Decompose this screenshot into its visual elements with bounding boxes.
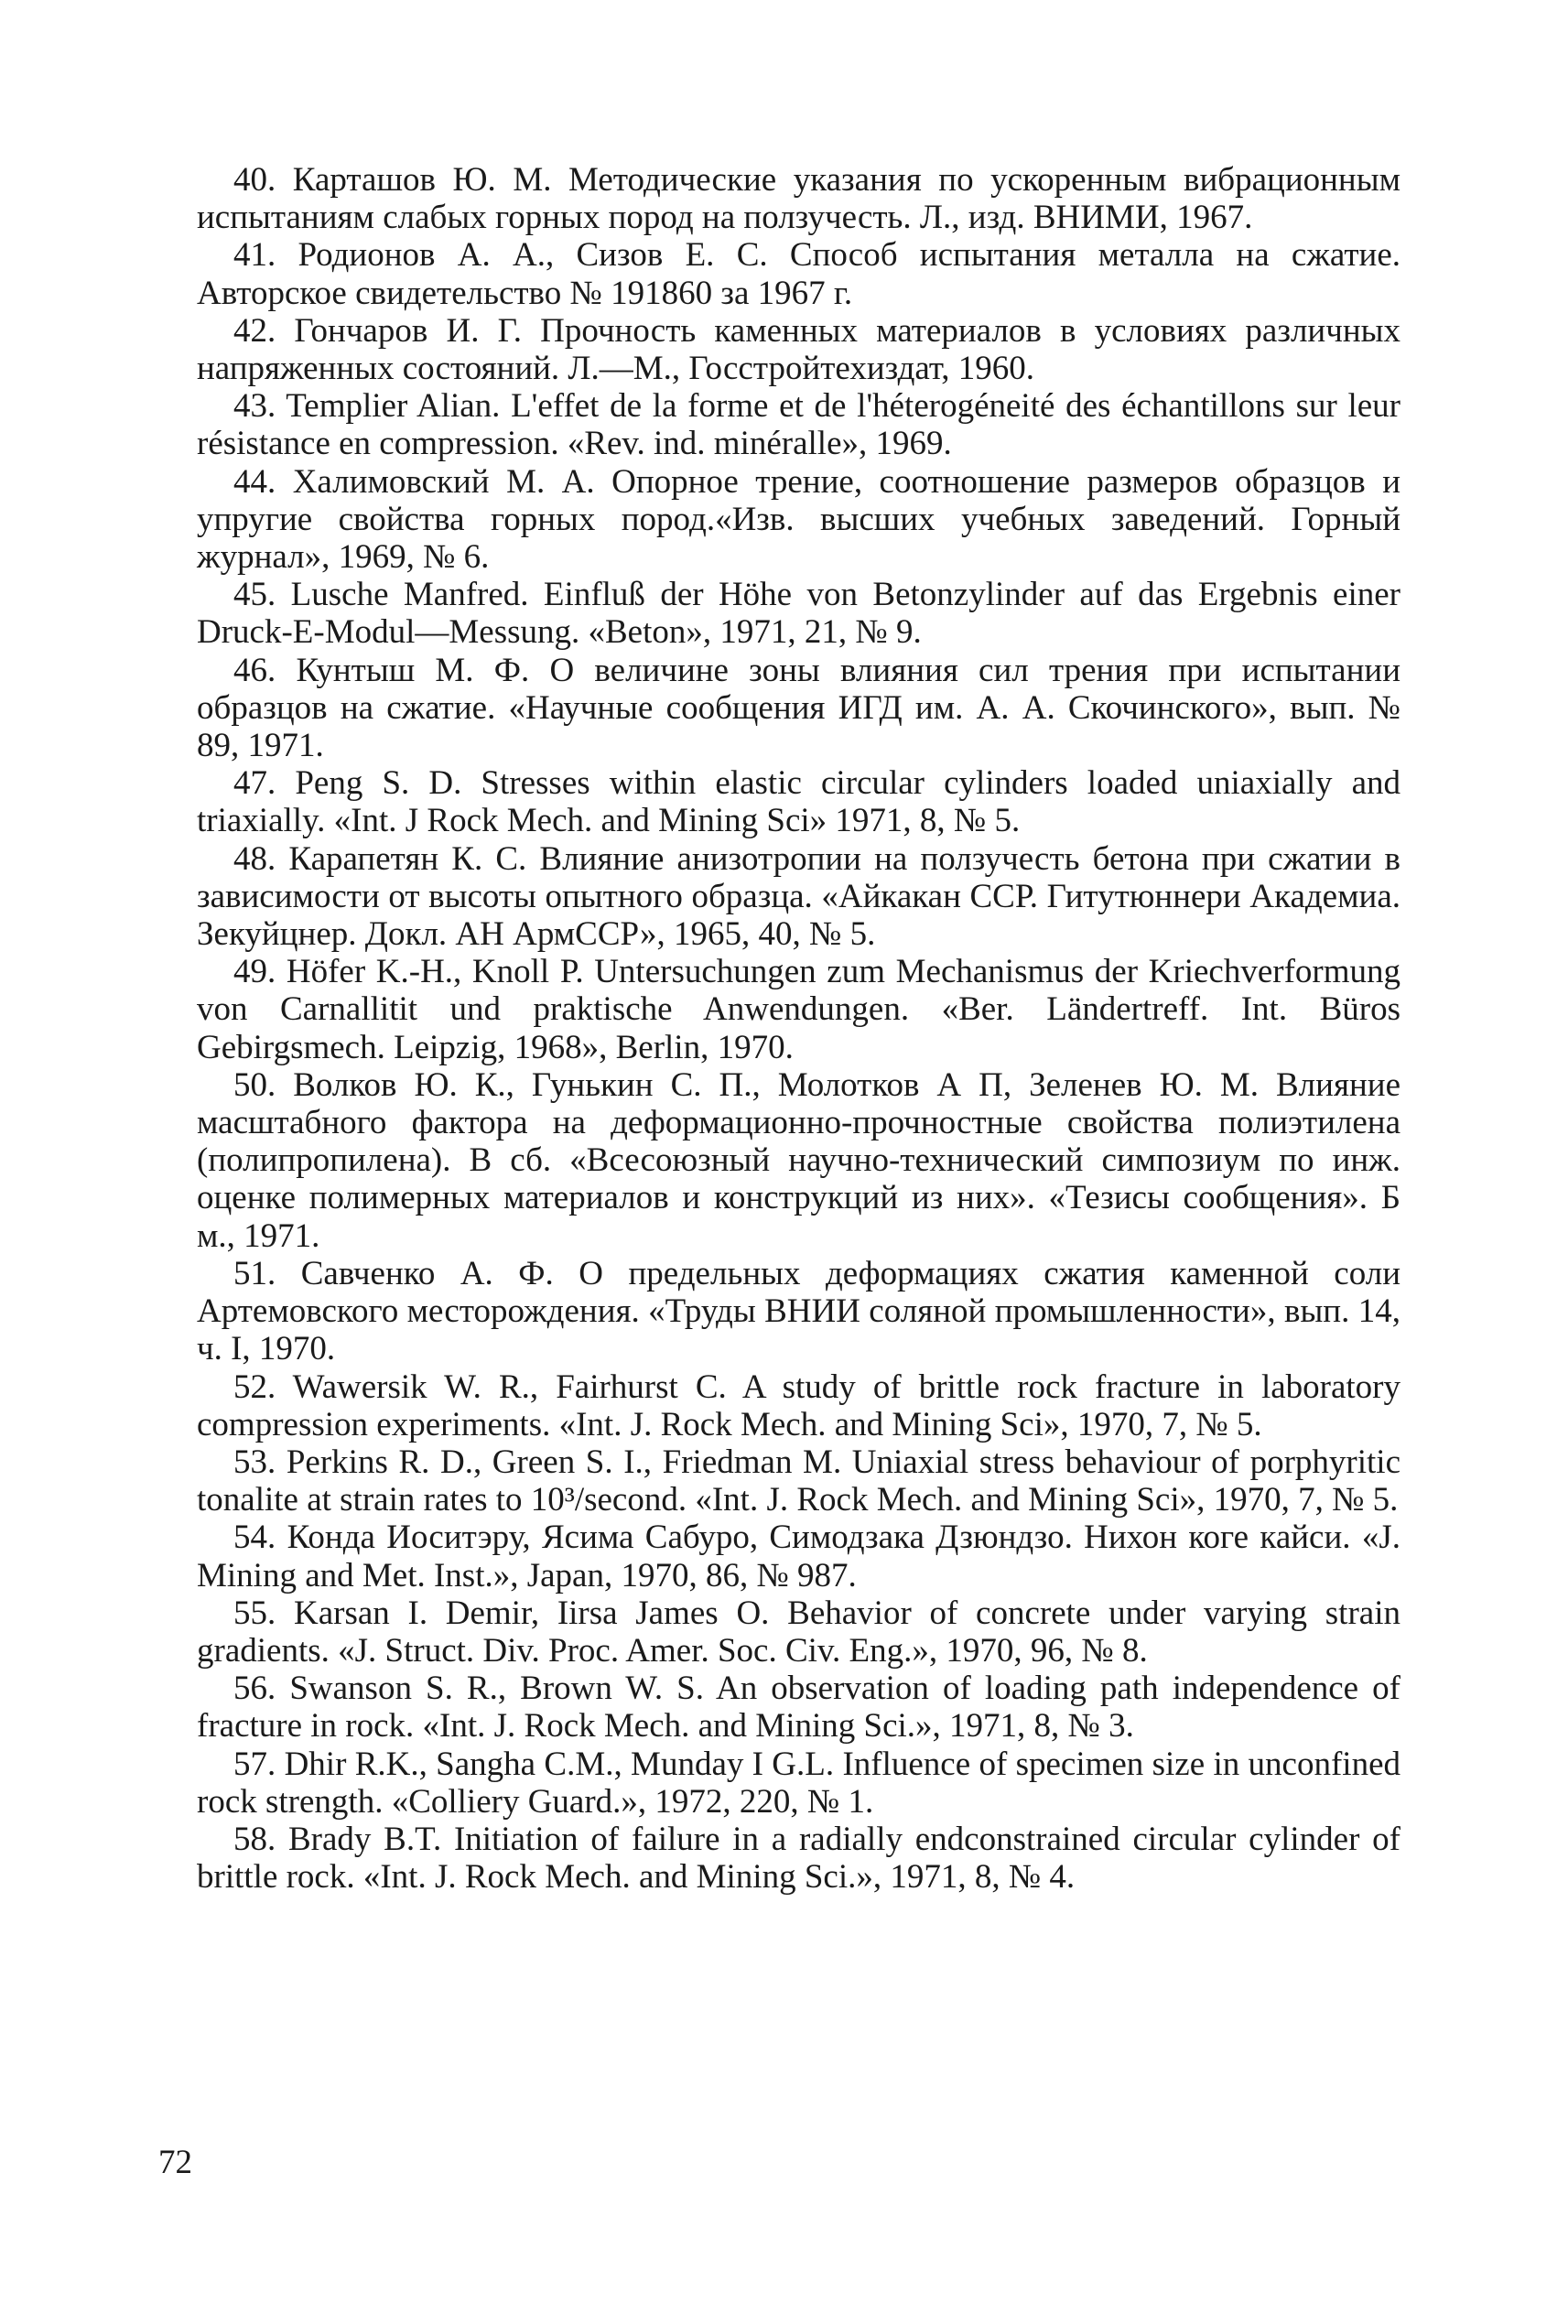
reference-item-55: 55. Karsan I. Demir, Iirsa James O. Behavior of concrete under varying strain gradients. «J. Struct. Div. Proc. Amer. Soc. Civ. Eng.», 1970, 96, № 8. — [197, 1594, 1400, 1670]
reference-item-46: 46. Кунтыш М. Ф. О величине зоны влияния сил трения при испытании образцов на сжатие. «Научные сообщения ИГД им. А. А. Скочинского», вып. № 89, 1971. — [197, 651, 1400, 765]
reference-list — [197, 161, 1400, 1896]
reference-item-57: 57. Dhir R.K., Sangha C.M., Munday I G.L. Influence of specimen size in unconfined rock strength. «Colliery Guard.», 1972, 220, № 1. — [197, 1745, 1400, 1821]
reference-item-56: 56. Swanson S. R., Brown W. S. An observation of loading path independence of fracture in rock. «Int. J. Rock Mech. and Mining Sci.», 1971, 8, № 3. — [197, 1670, 1400, 1746]
reference-item-58: 58. Brady B.T. Initiation of failure in a radially endconstrained circular cylinder of brittle rock. «Int. J. Rock Mech. and Mining Sci.», 1971, 8, № 4. — [197, 1820, 1400, 1897]
reference-item-43: 43. Templier Alian. L'effet de la forme et de l'héterogéneité des échantillons sur leur résistance en compression. «Rev. ind. minéralle», 1969. — [197, 387, 1400, 463]
reference-item-53: 53. Perkins R. D., Green S. I., Friedman M. Uniaxial stress behaviour of porphyritic tonalite at strain rates to 10³/second. «Int. J. Rock Mech. and Mining Sci», 1970, 7, № 5. — [197, 1443, 1400, 1519]
reference-item-45: 45. Lusche Manfred. Einfluß der Höhe von Betonzylinder auf das Ergebnis einer Druck-E-Modul—Messung. «Beton», 1971, 21, № 9. — [197, 576, 1400, 652]
reference-item-54: 54. Конда Иоситэру, Ясима Сабуро, Симодзака Дзюндзо. Нихон коге кайси. «J. Mining and Met. Inst.», Japan, 1970, 86, № 987. — [197, 1519, 1400, 1594]
reference-item-42: 42. Гончаров И. Г. Прочность каменных материалов в условиях различных напряженных состояний. Л.—М., Госстройтехиздат, 1960. — [197, 311, 1400, 388]
reference-item-52: 52. Wawersik W. R., Fairhurst C. A study of brittle rock fracture in laboratory compression experiments. «Int. J. Rock Mech. and Mining Sci», 1970, 7, № 5. — [197, 1367, 1400, 1443]
reference-item-49: 49. Höfer K.-H., Knoll P. Untersuchungen zum Mechanismus der Kriechverformung von Carnallitit und praktische Anwendungen. «Ber. Ländertreff. Int. Büros Gebirgsmech. Leipzig, 1968», Berlin, 1970. — [197, 953, 1400, 1066]
reference-item-48: 48. Карапетян К. С. Влияние анизотропии на ползучесть бетона при сжатии в зависимости от высоты опытного образца. «Айкакан ССР. Гитутюннери Академиа. Зекуйцнер. Докл. АН АрмССР», 1965, 40, № 5. — [197, 839, 1400, 954]
reference-item-47: 47. Peng S. D. Stresses within elastic circular cylinders loaded uniaxially and triaxially. «Int. J Rock Mech. and Mining Sci» 1971, 8, № 5. — [197, 764, 1400, 840]
page-number: 72 — [158, 2144, 192, 2181]
reference-item-51: 51. Савченко А. Ф. О предельных деформациях сжатия каменной соли Артемовского месторождения. «Труды ВНИИ соляной промышленности», вып. 14, ч. I, 1970. — [197, 1254, 1400, 1368]
reference-item-41: 41. Родионов А. А., Сизов Е. С. Способ испытания металла на сжатие. Авторское свидетельство № 191860 за 1967 г. — [197, 236, 1400, 312]
reference-item-44: 44. Халимовский М. А. Опорное трение, соотношение размеров образцов и упругие свойства горных пород.«Изв. высших учебных заведений. Горный журнал», 1969, № 6. — [197, 462, 1400, 577]
reference-item-50: 50. Волков Ю. К., Гунькин С. П., Молотков А П, Зеленев Ю. М. Влияние масштабного фактора на деформационно-прочностные свойства полиэтилена (полипропилена). В сб. «Всесоюзный научно-технический симпозиум по инж. оценке полимерных материалов и конструкций из них». «Тезисы сообщения». Б м., 1971. — [197, 1065, 1400, 1255]
reference-item-40: 40. Карташов Ю. М. Методические указания по ускоренным вибрационным испытаниям слабых горных пород на ползучесть. Л., изд. ВНИМИ, 1967. — [197, 161, 1400, 237]
